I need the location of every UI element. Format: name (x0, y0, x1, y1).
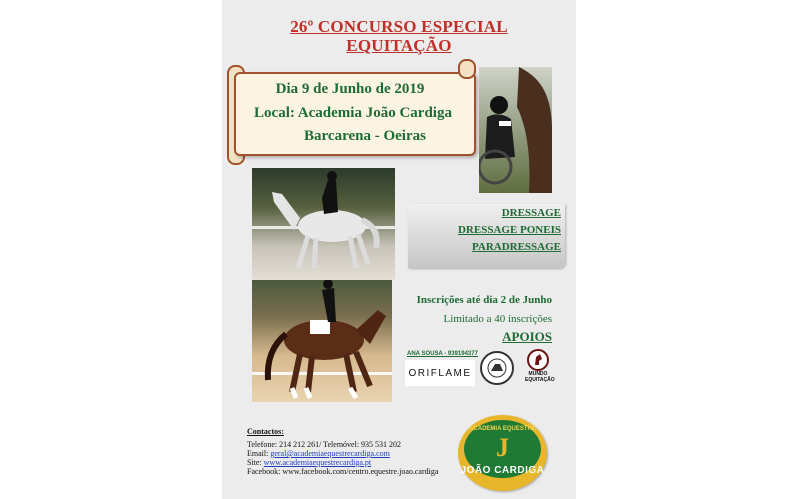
contact-email-label: Email: (247, 449, 271, 458)
contact-email-link[interactable]: geral@academiaequestrecardiga.com (270, 449, 390, 458)
event-poster (222, 0, 576, 499)
academy-badge-logo (458, 415, 547, 491)
disciplines-panel (408, 204, 565, 268)
discipline-dressage: DRESSAGE (501, 207, 561, 219)
contact-site-label: Site: (247, 458, 264, 467)
sponsor-contact-line: ANA SOUSA - 939194377 (407, 351, 478, 357)
horse-head-icon (527, 349, 549, 371)
contact-site-row (247, 458, 438, 467)
event-city: Barcarena - Oeiras (304, 128, 426, 144)
mundo-equitacao-logo (525, 349, 555, 385)
scroll-curl-right (458, 59, 476, 79)
event-date: Dia 9 de Junho de 2019 (275, 81, 425, 97)
contacts-heading: Contactos: (247, 427, 284, 436)
sponsors-heading: APOIOS (502, 329, 552, 344)
contact-email-row (247, 449, 438, 458)
poster-title-line1: 26º CONCURSO ESPECIAL (290, 17, 508, 36)
sponsor-seal-logo (480, 351, 514, 385)
registration-limit: Limitado a 40 inscrições (443, 313, 552, 325)
white-horse-dressage-photo (252, 168, 395, 280)
rider-wheelchair-photo (479, 67, 552, 193)
poster-title-line2: EQUITAÇÃO (346, 36, 452, 55)
oriflame-logo (405, 360, 475, 386)
registration-deadline: Inscrições até dia 2 de Junho (416, 294, 552, 306)
contact-site-link[interactable]: www.academiaequestrecardiga.pt (263, 458, 372, 467)
bay-horse-dressage-photo (252, 280, 392, 402)
event-scroll-banner (234, 72, 476, 156)
contacts-block (247, 427, 438, 476)
contact-phone: Telefone: 214 212 261/ Telemóvel: 935 531 202 (247, 440, 402, 449)
event-location: Local: Academia João Cardiga (254, 105, 452, 121)
oriflame-logo-text: ORIFLAME (408, 367, 472, 379)
discipline-dressage-ponies: DRESSAGE PONEIS (457, 224, 561, 236)
mundo-equitacao-label: MUNDO EQUITAÇÃO (525, 371, 555, 383)
badge-name-text: JOÃO CARDIGA (460, 465, 545, 476)
badge-letter: J (496, 433, 509, 462)
contact-facebook: Facebook: www.facebook.com/centro.equestre.joao.cardiga (247, 467, 439, 476)
discipline-paradressage: PARADRESSAGE (471, 241, 561, 253)
badge-top-text: ACADEMIA EQUESTRE (469, 426, 536, 432)
